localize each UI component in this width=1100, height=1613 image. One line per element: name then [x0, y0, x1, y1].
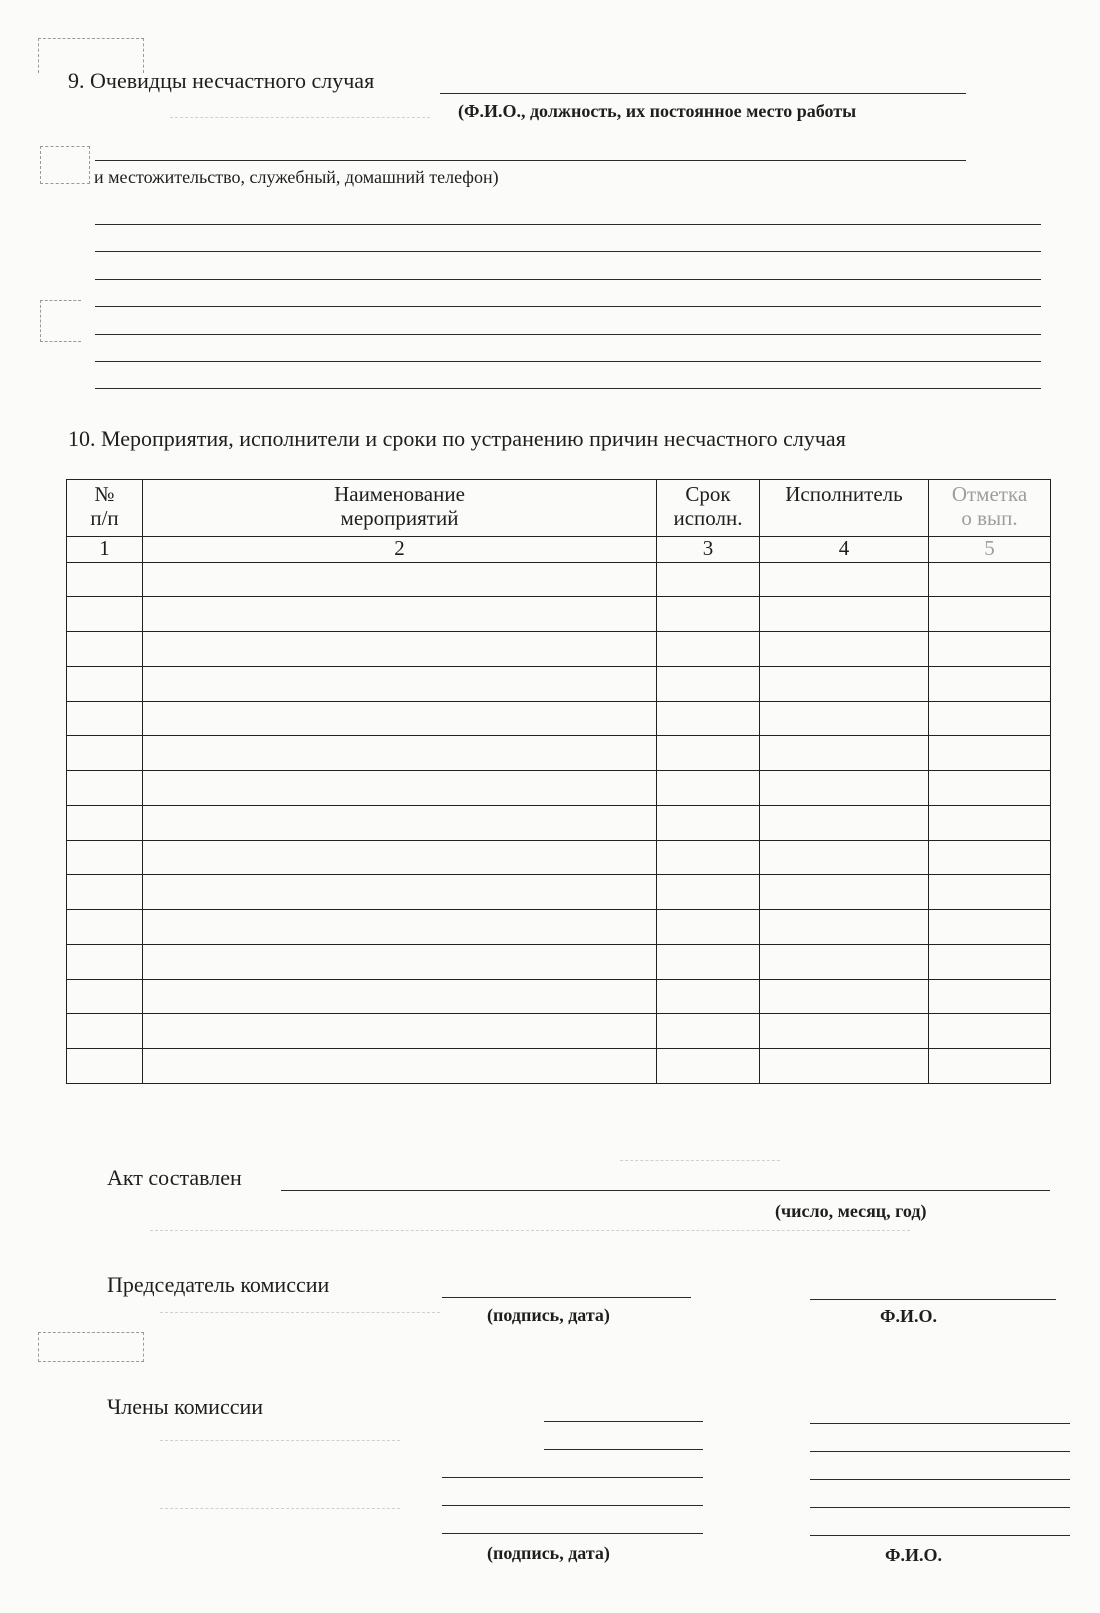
- member-name-line[interactable]: [810, 1423, 1070, 1424]
- cell-completion-mark[interactable]: [929, 944, 1051, 979]
- table-row: [67, 840, 1051, 875]
- cell-executor[interactable]: [760, 910, 929, 945]
- cell-measure-name[interactable]: [143, 666, 657, 701]
- cell-completion-mark[interactable]: [929, 1014, 1051, 1049]
- cell-executor[interactable]: [760, 701, 929, 736]
- cell-number[interactable]: [67, 1014, 143, 1049]
- table-row: [67, 597, 1051, 632]
- cell-completion-mark[interactable]: [929, 1049, 1051, 1084]
- cell-measure-name[interactable]: [143, 701, 657, 736]
- table-row: [67, 979, 1051, 1014]
- cell-completion-mark[interactable]: [929, 736, 1051, 771]
- member-name-line[interactable]: [810, 1451, 1070, 1452]
- chairman-label: Председатель комиссии: [107, 1272, 330, 1297]
- table-row: [67, 1049, 1051, 1084]
- cell-executor[interactable]: [760, 979, 929, 1014]
- table-row: [67, 736, 1051, 771]
- chairman-signature-hint: (подпись, дата): [487, 1305, 610, 1325]
- scan-bracket-left: [40, 300, 81, 342]
- cell-executor[interactable]: [760, 875, 929, 910]
- cell-number[interactable]: [67, 771, 143, 806]
- table-row: [67, 632, 1051, 667]
- cell-executor[interactable]: [760, 1014, 929, 1049]
- cell-completion-mark[interactable]: [929, 875, 1051, 910]
- cell-deadline[interactable]: [657, 840, 760, 875]
- member-signature-line[interactable]: [442, 1533, 703, 1534]
- section9-hint-line1: (Ф.И.О., должность, их постоянное место работы: [458, 101, 857, 121]
- cell-executor[interactable]: [760, 562, 929, 597]
- cell-measure-name[interactable]: [143, 944, 657, 979]
- act-label: Акт составлен: [107, 1165, 242, 1190]
- cell-completion-mark[interactable]: [929, 632, 1051, 667]
- cell-deadline[interactable]: [657, 805, 760, 840]
- scan-artifact-line: [150, 1230, 910, 1231]
- cell-number[interactable]: [67, 597, 143, 632]
- cell-number[interactable]: [67, 562, 143, 597]
- cell-executor[interactable]: [760, 632, 929, 667]
- cell-executor[interactable]: [760, 1049, 929, 1084]
- chairman-signature-line[interactable]: [442, 1297, 691, 1298]
- header-deadline: Срок исполн.: [657, 480, 760, 537]
- witnesses-line[interactable]: [95, 361, 1041, 362]
- cell-measure-name[interactable]: [143, 979, 657, 1014]
- member-signature-line[interactable]: [442, 1477, 703, 1478]
- cell-completion-mark[interactable]: [929, 910, 1051, 945]
- cell-number[interactable]: [67, 736, 143, 771]
- witnesses-line[interactable]: [95, 279, 1041, 280]
- cell-number[interactable]: [67, 944, 143, 979]
- cell-completion-mark[interactable]: [929, 840, 1051, 875]
- column-number: 2: [143, 537, 657, 563]
- cell-executor[interactable]: [760, 597, 929, 632]
- column-number: 5: [929, 537, 1051, 563]
- cell-executor[interactable]: [760, 840, 929, 875]
- act-date-hint: (число, месяц, год): [775, 1201, 927, 1221]
- section9-label: 9. Очевидцы несчастного случая: [68, 68, 375, 93]
- cell-deadline[interactable]: [657, 736, 760, 771]
- cell-measure-name[interactable]: [143, 805, 657, 840]
- witnesses-line[interactable]: [95, 224, 1041, 225]
- cell-deadline[interactable]: [657, 1049, 760, 1084]
- cell-deadline[interactable]: [657, 562, 760, 597]
- member-name-line[interactable]: [810, 1535, 1070, 1536]
- scan-bracket-lower: [38, 1332, 144, 1362]
- cell-completion-mark[interactable]: [929, 666, 1051, 701]
- cell-deadline[interactable]: [657, 1014, 760, 1049]
- table-row: [67, 875, 1051, 910]
- cell-executor[interactable]: [760, 944, 929, 979]
- cell-completion-mark[interactable]: [929, 771, 1051, 806]
- cell-deadline[interactable]: [657, 944, 760, 979]
- header-row: [67, 480, 1051, 537]
- header-number: № п/п: [67, 480, 143, 537]
- table-row: [67, 771, 1051, 806]
- witnesses-line[interactable]: [95, 160, 966, 161]
- section10-label: 10. Мероприятия, исполнители и сроки по устранению причин несчастного случая: [68, 426, 846, 451]
- header-executor: Исполнитель: [760, 480, 929, 537]
- cell-measure-name[interactable]: [143, 597, 657, 632]
- cell-deadline[interactable]: [657, 701, 760, 736]
- cell-deadline[interactable]: [657, 875, 760, 910]
- members-name-hint: Ф.И.О.: [885, 1545, 942, 1565]
- cell-number[interactable]: [67, 840, 143, 875]
- measures-table: [66, 479, 1050, 1084]
- scan-artifact-line: [170, 117, 430, 118]
- cell-deadline[interactable]: [657, 666, 760, 701]
- scan-artifact-line: [620, 1160, 780, 1161]
- cell-measure-name[interactable]: [143, 840, 657, 875]
- witnesses-line[interactable]: [95, 251, 1041, 252]
- members-label: Члены комиссии: [107, 1394, 264, 1419]
- cell-deadline[interactable]: [657, 910, 760, 945]
- cell-number[interactable]: [67, 875, 143, 910]
- header-measure-name: Наименование мероприятий: [143, 480, 657, 537]
- table-row: [67, 1014, 1051, 1049]
- column-number: 4: [760, 537, 929, 563]
- cell-number[interactable]: [67, 979, 143, 1014]
- cell-deadline[interactable]: [657, 979, 760, 1014]
- chairman-name-line[interactable]: [810, 1299, 1056, 1300]
- column-number-row: [67, 537, 1051, 563]
- cell-measure-name[interactable]: [143, 771, 657, 806]
- cell-completion-mark[interactable]: [929, 597, 1051, 632]
- witnesses-line[interactable]: [95, 388, 1041, 389]
- table-row: [67, 666, 1051, 701]
- cell-completion-mark[interactable]: [929, 562, 1051, 597]
- member-signature-line[interactable]: [442, 1505, 703, 1506]
- table-row: [67, 701, 1051, 736]
- cell-number[interactable]: [67, 632, 143, 667]
- cell-measure-name[interactable]: [143, 736, 657, 771]
- table-row: [67, 562, 1051, 597]
- cell-deadline[interactable]: [657, 597, 760, 632]
- cell-completion-mark[interactable]: [929, 979, 1051, 1014]
- header-completion-mark: Отметка о вып.: [929, 480, 1051, 537]
- cell-executor[interactable]: [760, 771, 929, 806]
- cell-number[interactable]: [67, 666, 143, 701]
- member-name-line[interactable]: [810, 1507, 1070, 1508]
- cell-deadline[interactable]: [657, 771, 760, 806]
- table-row: [67, 910, 1051, 945]
- scan-artifact-line: [160, 1508, 400, 1509]
- cell-completion-mark[interactable]: [929, 701, 1051, 736]
- cell-number[interactable]: [67, 910, 143, 945]
- witnesses-line[interactable]: [95, 334, 1041, 335]
- witnesses-line[interactable]: [440, 93, 966, 94]
- cell-number[interactable]: [67, 701, 143, 736]
- cell-executor[interactable]: [760, 736, 929, 771]
- witnesses-line[interactable]: [95, 306, 1041, 307]
- cell-completion-mark[interactable]: [929, 805, 1051, 840]
- column-number: 3: [657, 537, 760, 563]
- member-signature-line[interactable]: [544, 1449, 703, 1450]
- cell-measure-name[interactable]: [143, 875, 657, 910]
- column-number: 1: [67, 537, 143, 563]
- cell-measure-name[interactable]: [143, 632, 657, 667]
- member-signature-line[interactable]: [544, 1421, 703, 1422]
- cell-executor[interactable]: [760, 805, 929, 840]
- scan-bracket-mid: [40, 146, 90, 184]
- cell-executor[interactable]: [760, 666, 929, 701]
- table-row: [67, 805, 1051, 840]
- chairman-name-hint: Ф.И.О.: [880, 1306, 937, 1326]
- cell-deadline[interactable]: [657, 632, 760, 667]
- section9-hint-line2: и местожительство, служебный, домашний телефон): [94, 167, 499, 187]
- cell-measure-name[interactable]: [143, 1014, 657, 1049]
- cell-number[interactable]: [67, 805, 143, 840]
- cell-measure-name[interactable]: [143, 910, 657, 945]
- members-signature-hint: (подпись, дата): [487, 1543, 610, 1563]
- cell-measure-name[interactable]: [143, 562, 657, 597]
- cell-measure-name[interactable]: [143, 1049, 657, 1084]
- member-name-line[interactable]: [810, 1479, 1070, 1480]
- table-row: [67, 944, 1051, 979]
- cell-number[interactable]: [67, 1049, 143, 1084]
- scan-artifact-line: [160, 1440, 400, 1441]
- act-date-line[interactable]: [281, 1190, 1050, 1191]
- scan-artifact-line: [160, 1312, 440, 1313]
